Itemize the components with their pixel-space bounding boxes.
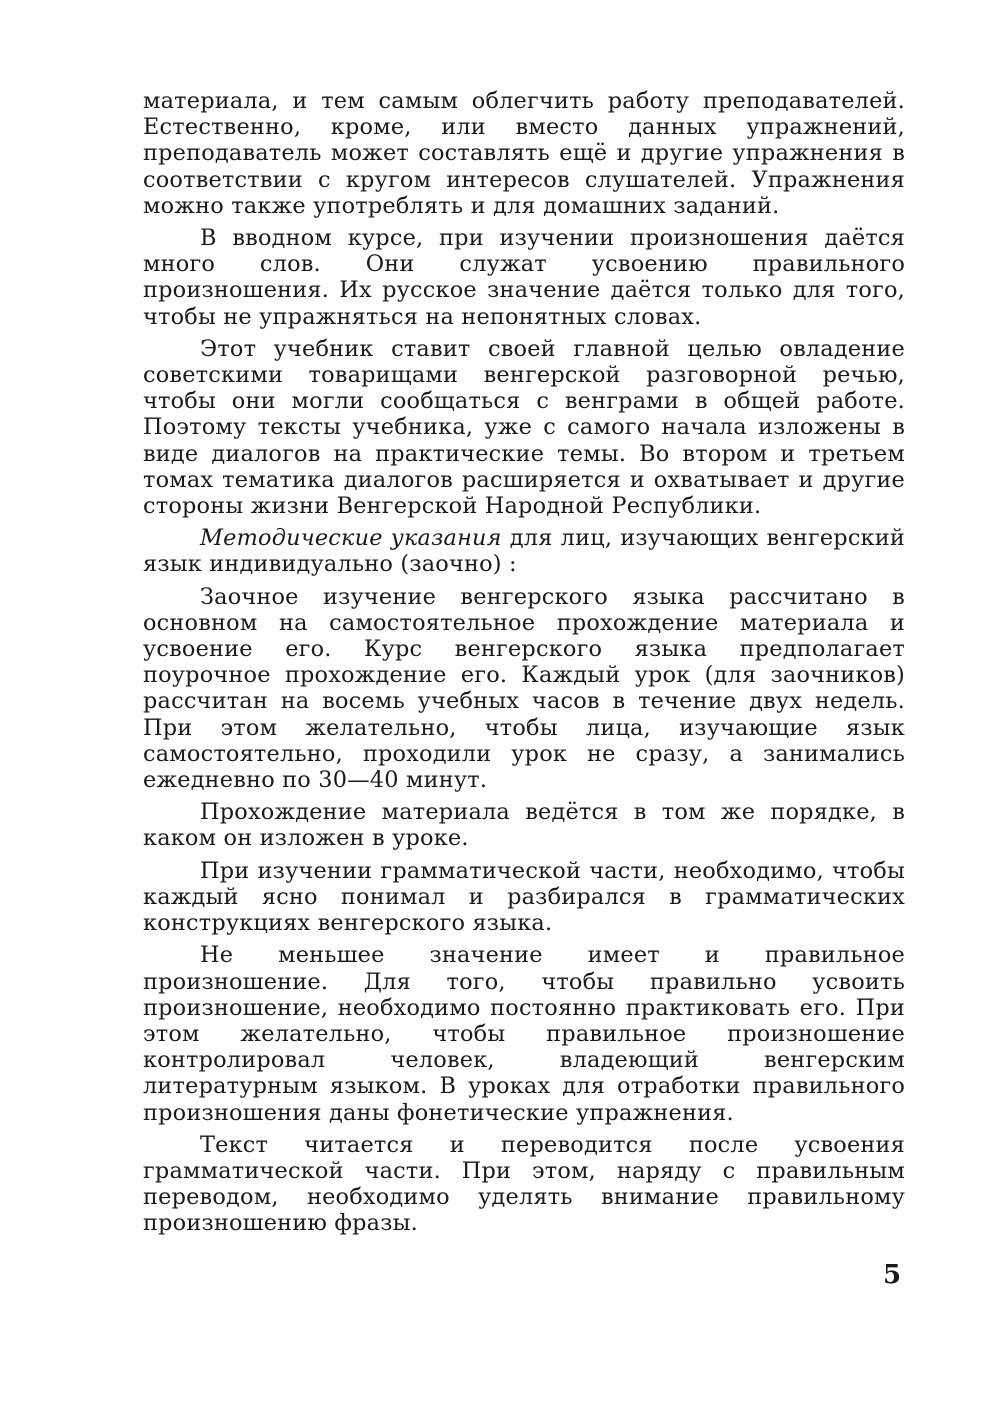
- paragraph-4-text: для лиц, изучающих венгерский язык индивидуально (заочно) :: [143, 525, 906, 578]
- paragraph-6: Прохождение материала ведётся в том же порядке, в каком он изложен в уроке.: [143, 799, 905, 852]
- page-body: [143, 88, 905, 1243]
- paragraph-8: Не меньшее значение имеет и правильное произношение. Для того, чтобы правильно усвоить произношение, необходимо постоянно практиковать его. При этом желательно, чтобы правильное произношение контролировал человек, владеющий венгерским литературным языком. В уроках для отработки правильного произношения даны фонетические упражнения.: [143, 942, 905, 1126]
- paragraph-4-emphasis: Методические указания: [200, 525, 502, 552]
- paragraph-1: материала, и тем самым облегчить работу преподавателей. Естественно, кроме, или вместо данных упражнений, преподаватель может составлять ещё и другие упражнения в соответствии с кругом интересов слушателей. Упражнения можно также употреблять и для домашних заданий.: [143, 88, 905, 219]
- paragraph-2: В вводном курсе, при изучении произношения даётся много слов. Они служат усвоению правильного произношения. Их русское значение даётся только для того, чтобы не упражняться на непонятных словах.: [143, 225, 905, 330]
- paragraph-3: Этот учебник ставит своей главной целью овладение советскими товарищами венгерской разговорной речью, чтобы они могли сообщаться с венграми в общей работе. Поэтому тексты учебника, уже с самого начала изложены в виде диалогов на практические темы. Во втором и третьем томах тематика диалогов расширяется и охватывает и другие стороны жизни Венгерской Народной Республики.: [143, 335, 905, 520]
- paragraph-4: [143, 525, 905, 577]
- page-number: 5: [883, 1260, 902, 1290]
- paragraph-5: Заочное изучение венгерского языка рассчитано в основном на самостоятельное прохождение материала и усвоение его. Курс венгерского языка предполагает поурочное прохождение его. Каждый урок (для заочников) рассчитан на восемь учебных часов в течение двух недель. При этом желательно, чтобы лица, изучающие язык самостоятельно, проходили урок не сразу, а занимались ежедневно по 30—40 минут.: [143, 583, 905, 794]
- paragraph-7: При изучении грамматической части, необходимо, чтобы каждый ясно понимал и разбирался в грамматических конструкциях венгерского языка.: [143, 857, 905, 937]
- paragraph-9: Текст читается и переводится после усвоения грамматической части. При этом, наряду с правильным переводом, необходимо уделять внимание правильному произношению фразы.: [143, 1131, 905, 1237]
